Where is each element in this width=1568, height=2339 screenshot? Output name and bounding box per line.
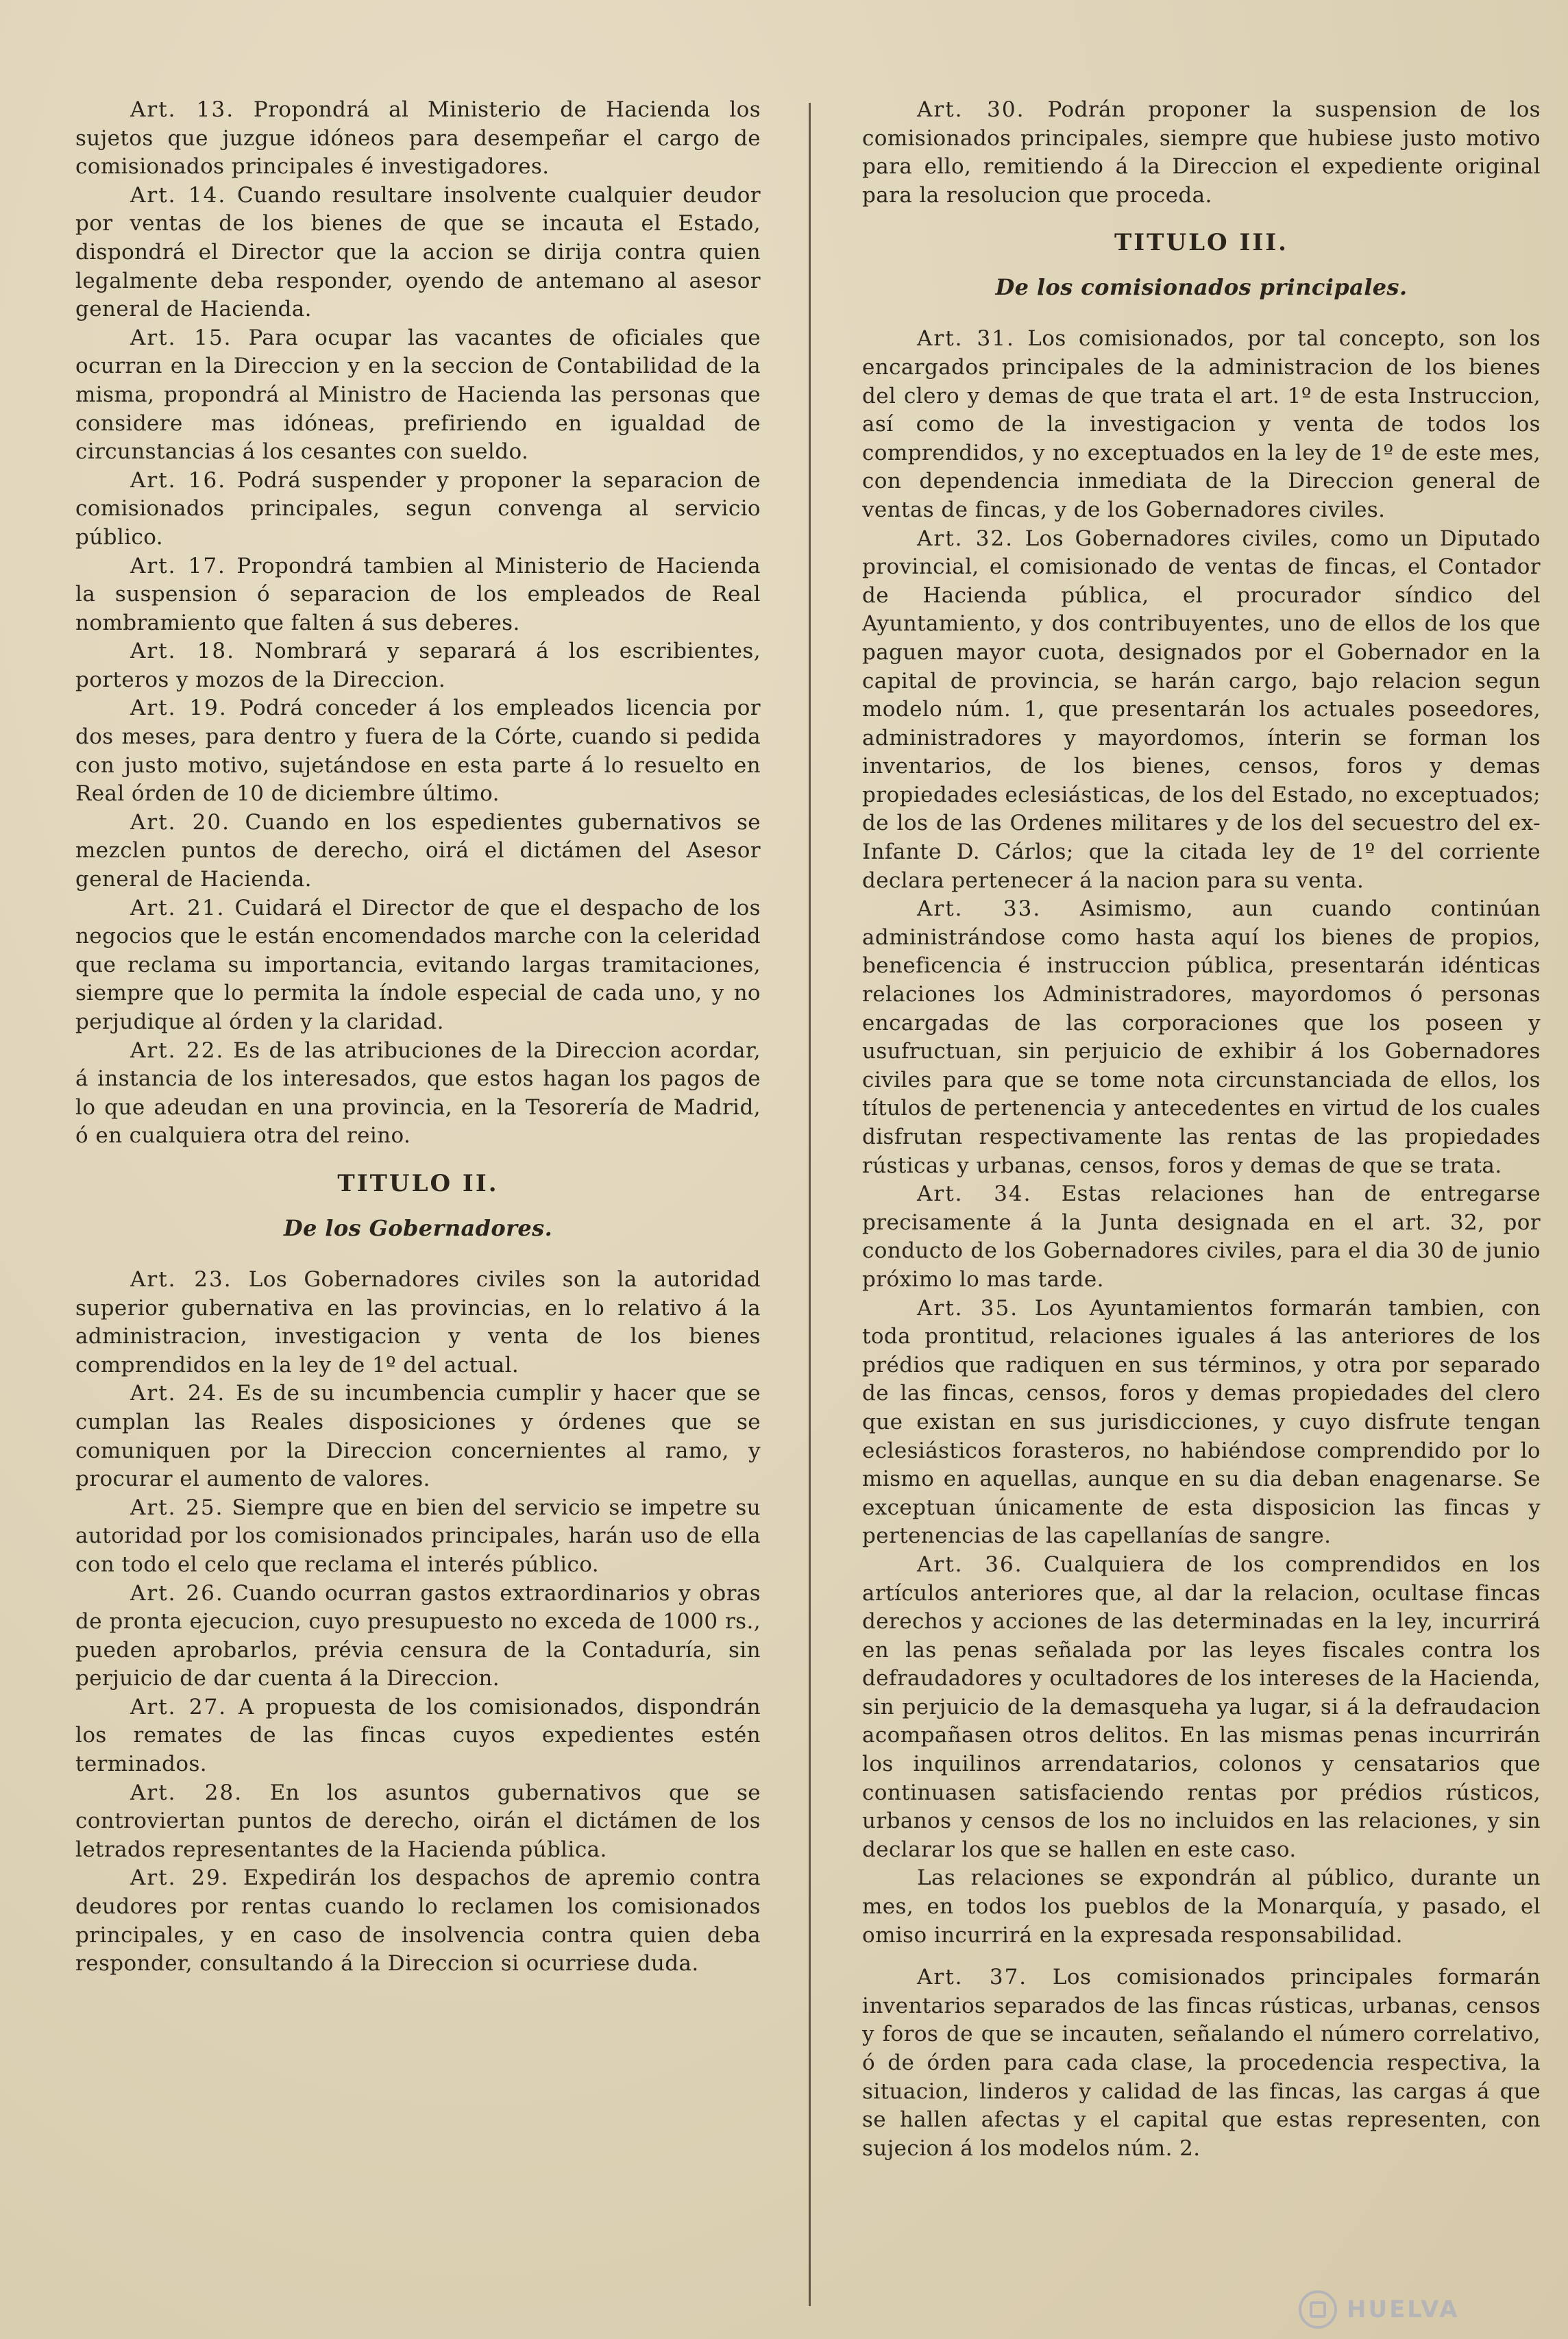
article-text: Los Gobernadores civiles son la autoridad superior gubernativa en las provincias, en lo relativo á la administracion, investigacion y venta de los bienes comprendidos en la ley de 1º del actual. <box>75 1266 761 1377</box>
article-paragraph <box>75 182 761 324</box>
right-articles-group-c <box>862 1963 1541 2163</box>
right-articles-group-a <box>862 96 1541 210</box>
watermark-text: HUELVA <box>1347 2296 1460 2323</box>
article-number: Art. 25. <box>130 1495 224 1520</box>
article-paragraph <box>75 637 761 694</box>
article-paragraph <box>862 96 1541 210</box>
article-text: Los comisionados, por tal concepto, son los encargados principales de la administracion de los bienes del clero y demas de que trata el art. 1º de esta Instruccion, así como de la investigacion y venta de todos los comprendidos, y no exceptuados en la ley de 1º de este mes, con dependencia inmediata de la Direccion general de ventas de fincas, y de los Gobernadores civiles. <box>862 326 1541 522</box>
article-number: Art. 21. <box>130 895 225 920</box>
article-number: Art. 28. <box>130 1780 243 1805</box>
right-column <box>862 96 1541 2163</box>
article-text: Podrá suspender y proponer la separacion de comisionados principales, segun convenga al servicio público. <box>75 467 761 550</box>
article-paragraph <box>75 1693 761 1779</box>
article-text: A propuesta de los comisionados, dispondrán los remates de las fincas cuyos expedientes estén terminados. <box>75 1694 761 1777</box>
left-articles-group-b <box>75 1266 761 1979</box>
article-paragraph <box>75 809 761 894</box>
article-paragraph <box>75 96 761 182</box>
article-number: Art. 20. <box>130 809 230 835</box>
article-paragraph <box>862 1180 1541 1294</box>
article-paragraph <box>75 552 761 638</box>
article-text: En los asuntos gubernativos que se controviertan puntos de derecho, oirán el dictámen de los letrados representantes de la Hacienda pública. <box>75 1780 761 1862</box>
article-text: Los Gobernadores civiles, como un Diputado provincial, el comisionado de ventas de fincas, el Contador de Hacienda pública, el procurador síndico del Ayuntamiento, y dos contribuyentes, uno de ellos de los que paguen mayor cuota, designados por el Gobernador en la capital de provincia, se harán cargo, bajo relacion segun modelo núm. 1, que presentarán los actuales poseedores, administradores y mayordomos, ínterin se forman los inventarios, de los bienes, censos, foros y demas propiedades eclesiásticas, de los del Estado, no exceptuados; de los de las Ordenes militares y de los del secuestro del ex-Infante D. Cárlos; que la citada ley de 1º del corriente declara pertenecer á la nacion para su venta. <box>862 526 1541 893</box>
archive-seal-icon <box>1299 2290 1337 2329</box>
article-text: Para ocupar las vacantes de oficiales que ocurran en la Direccion y en la seccion de Contabilidad de la misma, propondrá al Ministro de Hacienda las personas que considere mas idóneas, prefiriendo en igualdad de circunstancias á los cesantes con sueldo. <box>75 325 761 465</box>
article-number: Art. 30. <box>917 97 1025 122</box>
left-column <box>75 96 761 1979</box>
article-number: Art. 31. <box>917 326 1015 352</box>
article-number: Art. 34. <box>917 1181 1032 1207</box>
article-text: Propondrá al Ministerio de Hacienda los sujetos que juzgue idóneos para desempeñar el cargo de comisionados principales é investigadores. <box>75 97 761 180</box>
article-text: Cuidará el Director de que el despacho de los negocios que le están encomendados marche con la celeridad que reclama su importancia, evitando largas tramitaciones, siempre que lo permita la índole especial de cada uno, y no perjudique al órden y la claridad. <box>75 895 761 1034</box>
article-number: Art. 32. <box>917 526 1014 551</box>
article-number: Art. 18. <box>130 639 235 664</box>
article-paragraph <box>75 1779 761 1865</box>
left-articles-group-a <box>75 96 761 1151</box>
article-text: Es de su incumbencia cumplir y hacer que se cumplan las Reales disposiciones y órdenes que se comuniquen por la Direccion concernientes al ramo, y procurar el aumento de valores. <box>75 1381 761 1492</box>
article-paragraph <box>75 324 761 467</box>
article-number: Art. 37. <box>917 1965 1028 1990</box>
article-paragraph <box>75 1266 761 1380</box>
section-subtitle-gobernadores: De los Gobernadores. <box>283 1214 553 1241</box>
section-title-titulo-3: TITULO III. <box>1114 229 1289 257</box>
article-text: Cuando en los espedientes gubernativos se mezclen puntos de derecho, oirá el dictámen del Asesor general de Hacienda. <box>75 809 761 892</box>
article-number: Art. 19. <box>130 696 228 721</box>
article-paragraph <box>862 1295 1541 1551</box>
article-text: Siempre que en bien del servicio se impetre su autoridad por los comisionados principales, harán uso de ella con todo el celo que reclama el interés público. <box>75 1495 761 1577</box>
article-paragraph <box>75 1037 761 1151</box>
article-paragraph <box>75 694 761 808</box>
section-subtitle-comisionados: De los comisionados principales. <box>995 274 1408 301</box>
article-paragraph <box>862 895 1541 1180</box>
article-paragraph <box>75 1864 761 1978</box>
article-paragraph <box>75 894 761 1037</box>
article-text: Cualquiera de los comprendidos en los artículos anteriores que, al dar la relacion, ocultase fincas derechos y acciones de las determinadas en la ley, incurrirá en las penas señalada por las leyes fiscales contra los defraudadores y ocultadores de los intereses de la Hacienda, sin perjuicio de la demasqueha ya lugar, si á la defraudacion acompañasen otros delitos. En las mismas penas incurrirán los inquilinos arrendatarios, colonos y censatarios que continuasen satisfaciendo rentas por prédios rústicos, urbanos y censos de los no incluidos en las relaciones, y sin declarar los que se hallen en este caso. <box>862 1552 1541 1862</box>
article-text: Podrá conceder á los empleados licencia por dos meses, para dentro y fuera de la Córte, cuando si pedida con justo motivo, sujetándose en esta parte á lo resuelto en Real órden de 10 de diciembre último. <box>75 696 761 807</box>
article-number: Art. 35. <box>917 1295 1019 1321</box>
article-paragraph <box>75 1380 761 1493</box>
article-number: Art. 14. <box>130 182 227 208</box>
article-text: Estas relaciones han de entregarse precisamente á la Junta designada en el art. 32, por conducto de los Gobernadores civiles, para el dia 30 de junio próximo lo mas tarde. <box>862 1181 1541 1292</box>
article-paragraph <box>862 1963 1541 2163</box>
column-divider <box>809 103 811 2306</box>
article-paragraph <box>862 525 1541 896</box>
article-text: Cuando resultare insolvente cualquier deudor por ventas de los bienes de que se incauta el Estado, dispondrá el Director que la accion se dirija contra quien legalmente deba responder, oyendo de antemano al asesor general de Hacienda. <box>75 182 761 322</box>
article-paragraph <box>75 1580 761 1693</box>
section-title-titulo-2: TITULO II. <box>337 1169 499 1197</box>
article-number: Art. 15. <box>130 325 232 350</box>
article-paragraph <box>862 1551 1541 1865</box>
paragraph-public-exposure: Las relaciones se expondrán al público, durante un mes, en todos los pueblos de la Monarquía, y pasado, el omiso incurrirá en la expresada responsabilidad. <box>862 1865 1541 1948</box>
article-paragraph <box>75 467 761 552</box>
right-articles-group-b <box>862 325 1541 1864</box>
article-text: Expedirán los despachos de apremio contra deudores por rentas cuando lo reclamen los comisionados principales, y en caso de insolvencia contra quien deba responder, consultando á la Direccion si ocurriese duda. <box>75 1865 761 1976</box>
article-paragraph <box>75 1494 761 1580</box>
article-number: Art. 33. <box>917 896 1042 922</box>
article-number: Art. 29. <box>130 1865 230 1891</box>
article-paragraph <box>862 325 1541 524</box>
article-number: Art. 17. <box>130 553 226 578</box>
archive-watermark <box>1299 2289 1525 2330</box>
article-number: Art. 26. <box>130 1580 224 1606</box>
article-text: Cuando ocurran gastos extraordinarios y obras de pronta ejecucion, cuyo presupuesto no exceda de 1000 rs., pueden aprobarlos, prévia censura de la Contaduría, sin perjuicio de dar cuenta á la Direccion. <box>75 1580 761 1691</box>
article-text: Los comisionados principales formarán inventarios separados de las fincas rústicas, urbanas, censos y foros de que se incauten, señalando el número correlativo, ó de órden para cada clase, la procedencia respectiva, la situacion, linderos y calidad de las fincas, las cargas á que se hallen afectas y el capital que estas representen, con sujecion á los modelos núm. 2. <box>862 1965 1541 2161</box>
article-number: Art. 23. <box>130 1266 232 1292</box>
article-text: Es de las atribuciones de la Direccion acordar, á instancia de los interesados, que estos hagan los pagos de lo que adeudan en una provincia, en la Tesorería de Madrid, ó en cualquiera otra del reino. <box>75 1038 761 1149</box>
article-number: Art. 36. <box>917 1552 1023 1577</box>
article-text: Propondrá tambien al Ministerio de Hacienda la suspension ó separacion de los empleados de Real nombramiento que falten á sus deberes. <box>75 553 761 635</box>
article-number: Art. 24. <box>130 1381 226 1406</box>
article-number: Art. 27. <box>130 1694 228 1719</box>
article-text: Los Ayuntamientos formarán tambien, con toda prontitud, relaciones iguales á las anteriores de los prédios que radiquen en sus términos, y otra por separado de las fincas, censos, foros y demas propiedades del clero que existan en sus jurisdicciones, y cuyo disfrute tengan eclesiásticos forasteros, no habiéndose comprendido por lo mismo en aquellas, aunque en su dia deban enagenarse. Se exceptuan únicamente de esta disposicion las fincas y pertenencias de las capellanías de sangre. <box>862 1295 1541 1549</box>
article-text: Nombrará y separará á los escribientes, porteros y mozos de la Direccion. <box>75 639 761 692</box>
article-number: Art. 13. <box>130 97 235 122</box>
article-text: Podrán proponer la suspension de los comisionados principales, siempre que hubiese justo motivo para ello, remitiendo á la Direccion el expediente original para la resolucion que proceda. <box>862 97 1541 208</box>
article-text: Asimismo, aun cuando continúan administrándose como hasta aquí los bienes de propios, beneficencia é instruccion pública, presentarán idénticas relaciones los Administradores, mayordomos ó personas encargadas de las corporaciones que los poseen y usufructuan, sin perjuicio de exhibir á los Gobernadores civiles para que se tome nota circunstanciada de ellos, los títulos de pertenencia y antecedentes en virtud de los cuales disfrutan respectivamente las rentas de las propiedades rústicas y urbanas, censos, foros y demas de que se trata. <box>862 896 1541 1178</box>
article-number: Art. 22. <box>130 1038 225 1063</box>
article-number: Art. 16. <box>130 467 227 493</box>
